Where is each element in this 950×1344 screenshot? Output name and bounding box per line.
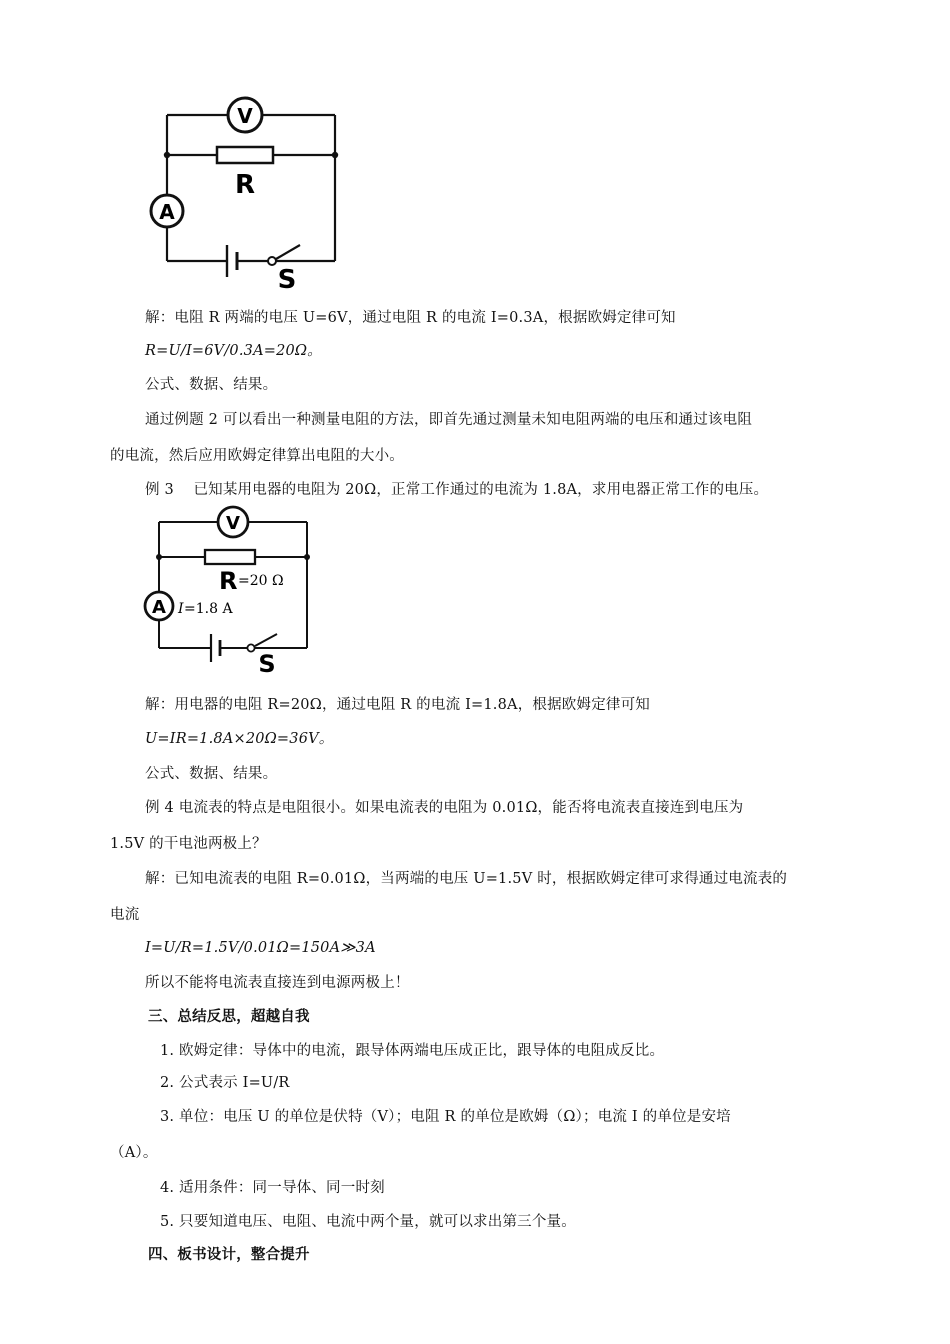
resistor-value-label: =20 Ω (238, 573, 284, 589)
text-line: 解：电阻 R 两端的电压 U=6V，通过电阻 R 的电流 I=0.3A，根据欧姆定律可知 (145, 310, 676, 326)
text-line: 公式、数据、结果。 (145, 377, 278, 393)
ammeter-label: A (159, 200, 175, 224)
voltmeter-label: V (237, 104, 253, 128)
summary-item: 4. 适用条件：同一导体、同一时刻 (160, 1180, 385, 1196)
summary-item: 2. 公式表示 I=U/R (160, 1075, 290, 1091)
text-line: 解：已知电流表的电阻 R=0.01Ω，当两端的电压 U=1.5V 时，根据欧姆定律可求得通过电流表的 (145, 871, 788, 887)
voltmeter-symbol (228, 98, 262, 132)
text-line: 的电流，然后应用欧姆定律算出电阻的大小。 (110, 448, 404, 464)
formula-line: U=IR=1.8A×20Ω=36V。 (145, 731, 334, 747)
section-heading-4: 四、板书设计，整合提升 (148, 1247, 310, 1263)
text-line: 1.5V 的干电池两极上？ (110, 836, 267, 852)
circuit-diagram-2 (145, 505, 320, 680)
text-line: 解：用电器的电阻 R=20Ω，通过电阻 R 的电流 I=1.8A，根据欧姆定律可知 (145, 697, 650, 713)
text-line: 通过例题 2 可以看出一种测量电阻的方法，即首先通过测量未知电阻两端的电压和通过该电阻 (145, 412, 753, 428)
summary-item: 3. 单位：电压 U 的单位是伏特（V）；电阻 R 的单位是欧姆（Ω）；电流 I 的单位是安培 (160, 1109, 731, 1125)
formula-line: I=U/R=1.5V/0.01Ω=150A≫3A (145, 940, 376, 956)
text-line: 电流 (110, 907, 140, 923)
section-heading-3: 三、总结反思，超越自我 (148, 1009, 310, 1025)
summary-item: 1. 欧姆定律：导体中的电流，跟导体两端电压成正比，跟导体的电阻成反比。 (160, 1043, 665, 1059)
resistor-label: R (219, 567, 238, 595)
ammeter-symbol (151, 195, 183, 227)
current-variable-label: I (178, 601, 184, 617)
switch-label: S (258, 650, 276, 678)
example-heading: 例 3 已知某用电器的电阻为 20Ω，正常工作通过的电流为 1.8A，求用电器正常工作的电压。 (145, 482, 769, 498)
voltmeter-symbol (218, 507, 248, 537)
voltmeter-label: V (226, 513, 240, 534)
text-line: 公式、数据、结果。 (145, 766, 278, 782)
current-value-label: =1.8 A (184, 601, 233, 617)
summary-item-continued: （A）。 (110, 1145, 158, 1161)
ammeter-label: A (152, 597, 166, 618)
resistor-label: R (234, 170, 256, 200)
circuit-diagram-1 (145, 95, 345, 295)
ammeter-symbol (145, 592, 173, 620)
switch-label: S (277, 265, 297, 295)
formula-line: R=U/I=6V/0.3A=20Ω。 (145, 343, 322, 359)
summary-item: 5. 只要知道电压、电阻、电流中两个量，就可以求出第三个量。 (160, 1214, 576, 1230)
example-heading: 例 4 电流表的特点是电阻很小。如果电流表的电阻为 0.01Ω，能否将电流表直接连到电压为 (145, 800, 744, 816)
text-line: 所以不能将电流表直接连到电源两极上！ (145, 975, 410, 991)
